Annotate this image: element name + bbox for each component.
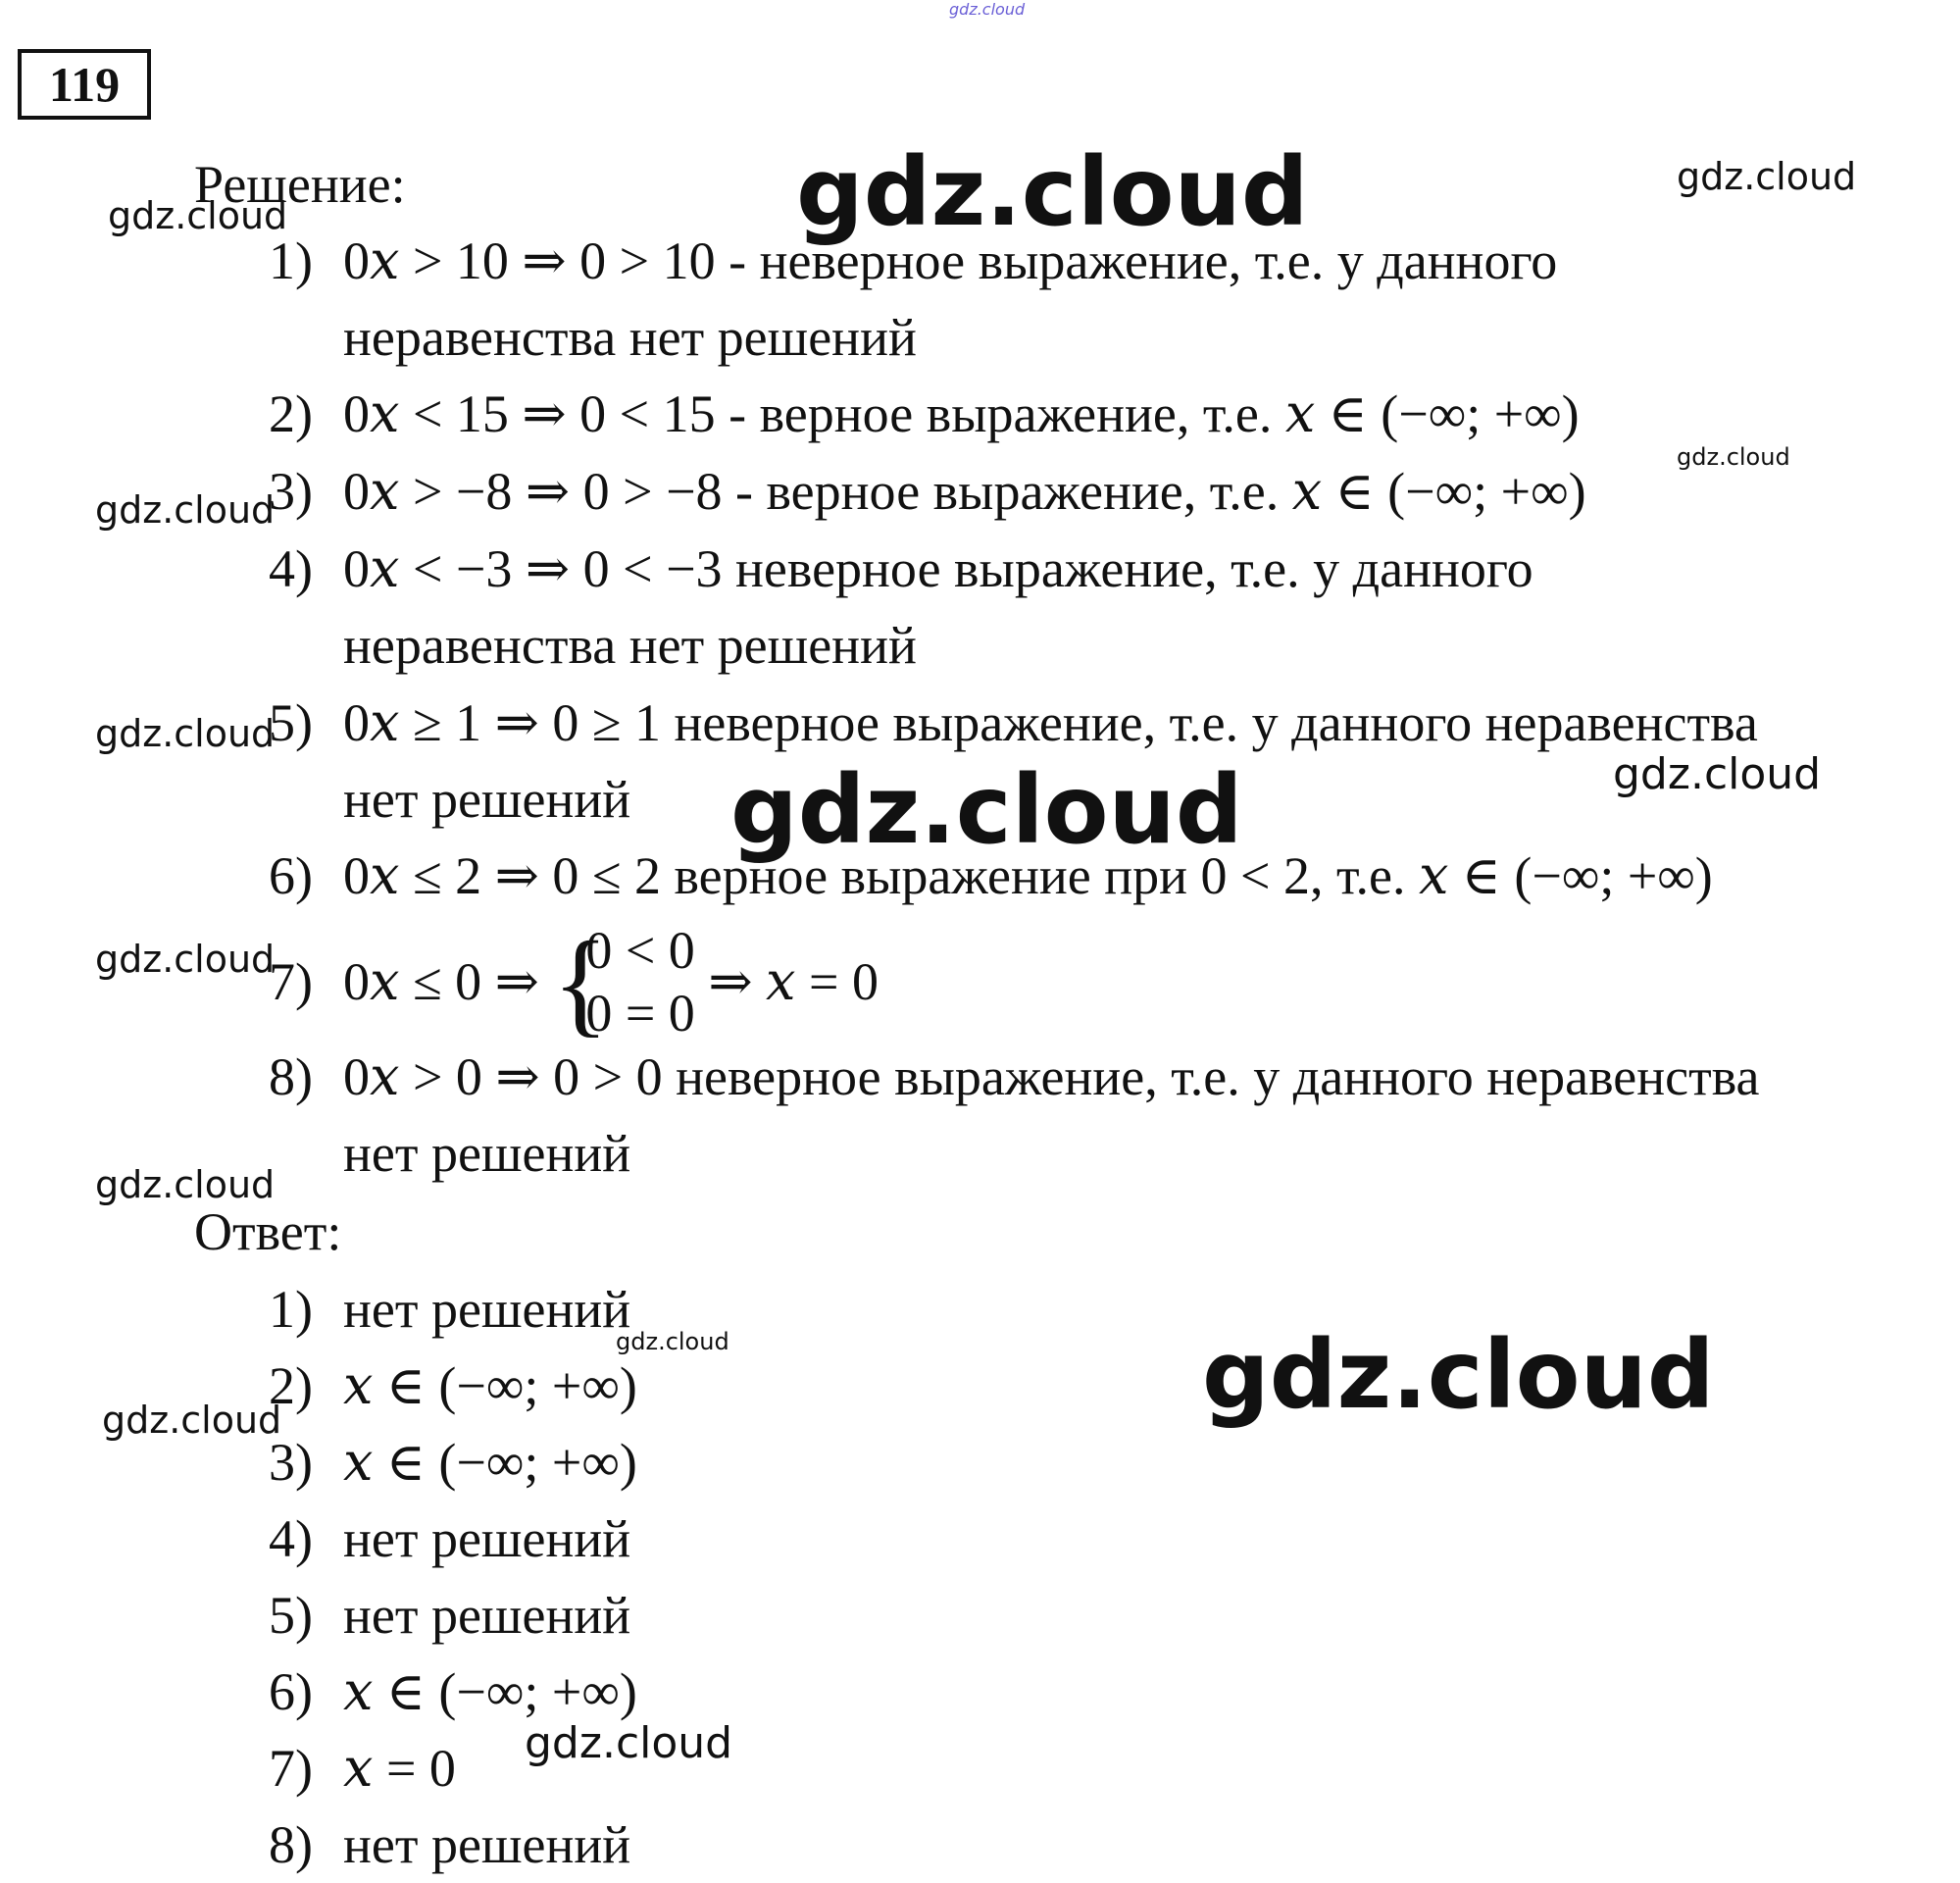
- solution-line: [269, 693, 1758, 752]
- watermark: gdz.cloud: [1677, 155, 1857, 198]
- item-number: 6): [269, 1662, 313, 1721]
- answer-line: [269, 1662, 637, 1721]
- item-text: неравенства нет решений: [343, 308, 917, 367]
- watermark: gdz.cloud: [95, 712, 276, 755]
- item-number: 1): [269, 1280, 313, 1339]
- item-text: 0𝑥 < 15 ⇒ 0 < 15 - верное выражение, т.е. 𝑥 ∈ (−∞; +∞): [343, 384, 1580, 443]
- item-text: 𝑥 ∈ (−∞; +∞): [343, 1662, 637, 1721]
- watermark: gdz.cloud: [730, 755, 1243, 865]
- top-watermark: gdz.cloud: [949, 0, 1026, 19]
- watermark: gdz.cloud: [616, 1328, 729, 1355]
- item-number: 7): [269, 1739, 313, 1798]
- system-row-1: 0 < 0: [585, 921, 695, 980]
- watermark: gdz.cloud: [525, 1718, 733, 1768]
- item-number: 7): [269, 952, 313, 1011]
- item-number: 2): [269, 384, 313, 443]
- item-number: 4): [269, 539, 313, 598]
- item-text: нет решений: [343, 1280, 631, 1339]
- watermark: gdz.cloud: [1677, 443, 1790, 471]
- item-text: нет решений: [343, 1509, 631, 1568]
- item-text: нет решений: [343, 1815, 631, 1874]
- answer-line: [269, 1509, 630, 1568]
- solution-line: [269, 539, 1533, 598]
- item-number: 2): [269, 1356, 313, 1415]
- item-number: 8): [269, 1047, 313, 1106]
- item-text: нет решений: [343, 770, 631, 829]
- solution-line: [269, 308, 917, 367]
- watermark: gdz.cloud: [1202, 1320, 1715, 1430]
- system-row-2: 0 = 0: [585, 984, 695, 1043]
- item-number: 1): [269, 231, 313, 290]
- watermark: gdz.cloud: [796, 137, 1309, 247]
- item-number: 3): [269, 462, 313, 521]
- solution-line: [269, 616, 917, 675]
- item-text: 𝑥 = 0: [343, 1739, 456, 1798]
- solution-line-system: [269, 917, 879, 1047]
- item-number: 5): [269, 1586, 313, 1645]
- watermark: gdz.cloud: [95, 488, 276, 532]
- item-text: 0𝑥 < −3 ⇒ 0 < −3 неверное выражение, т.е. у данного: [343, 539, 1533, 598]
- answer-line: [269, 1815, 630, 1874]
- item-text: нет решений: [343, 1124, 631, 1183]
- brace: {: [552, 917, 609, 1047]
- item-text: 0𝑥 > −8 ⇒ 0 > −8 - верное выражение, т.е. 𝑥 ∈ (−∞; +∞): [343, 462, 1586, 521]
- answer-line: [269, 1586, 630, 1645]
- item-text: нет решений: [343, 1586, 631, 1645]
- watermark: gdz.cloud: [108, 194, 288, 237]
- solution-label: Решение:: [194, 155, 406, 214]
- item-number: 4): [269, 1509, 313, 1568]
- answer-line: [269, 1433, 637, 1492]
- item-text: неравенства нет решений: [343, 616, 917, 675]
- task-number-box: 119: [18, 49, 151, 120]
- answer-line: [269, 1280, 630, 1339]
- system-right: ⇒ 𝑥 = 0: [708, 952, 879, 1011]
- item-text: 0𝑥 > 10 ⇒ 0 > 10 - неверное выражение, т.е. у данного: [343, 231, 1558, 290]
- item-number: 5): [269, 693, 313, 752]
- item-text: 0𝑥 ≤ 2 ⇒ 0 ≤ 2 верное выражение при 0 < 2, т.е. 𝑥 ∈ (−∞; +∞): [343, 846, 1713, 905]
- answer-line: [269, 1739, 456, 1798]
- solution-line: [269, 384, 1580, 443]
- solution-line: [269, 770, 630, 829]
- system-left: 0𝑥 ≤ 0 ⇒: [343, 952, 539, 1011]
- solution-line: [269, 1124, 630, 1183]
- watermark: gdz.cloud: [102, 1399, 282, 1442]
- equation-system: [552, 917, 695, 1047]
- watermark: gdz.cloud: [95, 938, 276, 981]
- item-text: 𝑥 ∈ (−∞; +∞): [343, 1433, 637, 1492]
- watermark: gdz.cloud: [1613, 749, 1822, 799]
- item-text: 0𝑥 ≥ 1 ⇒ 0 ≥ 1 неверное выражение, т.е. у данного неравенства: [343, 693, 1758, 752]
- item-text: 0𝑥 > 0 ⇒ 0 > 0 неверное выражение, т.е. у данного неравенства: [343, 1047, 1760, 1106]
- answer-line: [269, 1356, 637, 1415]
- item-number: 6): [269, 846, 313, 905]
- answer-label: Ответ:: [194, 1202, 342, 1261]
- solution-line: [269, 462, 1586, 521]
- item-number: 8): [269, 1815, 313, 1874]
- item-number: 3): [269, 1433, 313, 1492]
- watermark: gdz.cloud: [95, 1163, 276, 1206]
- solution-line: [269, 1047, 1759, 1106]
- item-text: 𝑥 ∈ (−∞; +∞): [343, 1356, 637, 1415]
